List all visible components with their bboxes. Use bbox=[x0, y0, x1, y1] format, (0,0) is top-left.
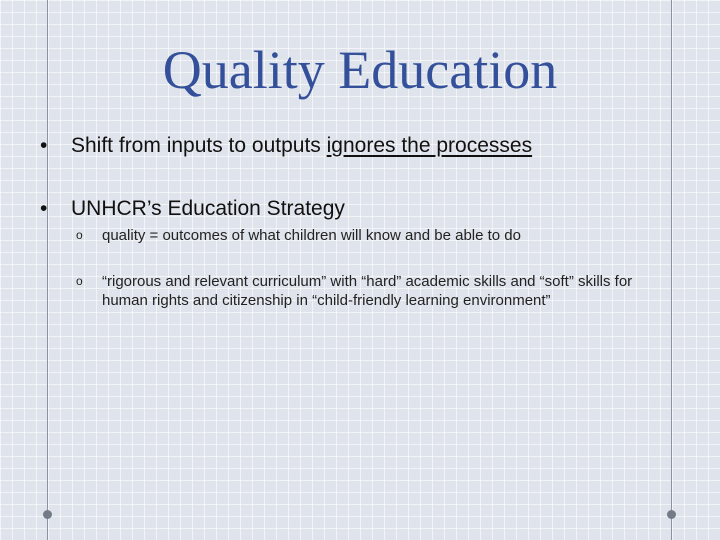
bullet-text-underlined: ignores the processes bbox=[326, 134, 533, 157]
bullet-item-1 bbox=[40, 133, 680, 158]
sub-bullet-text: quality = outcomes of what children will know and be able to do bbox=[102, 227, 521, 244]
circle-bullet-icon: o bbox=[76, 228, 83, 242]
left-frame-dot bbox=[43, 510, 52, 519]
bullet-text bbox=[71, 133, 680, 158]
bullet-icon: • bbox=[40, 134, 48, 157]
bullet-text: UNHCR’s Education Strategy bbox=[71, 197, 345, 220]
slide-title: Quality Education bbox=[162, 40, 558, 100]
bullet-text-plain: Shift from inputs to outputs bbox=[71, 134, 327, 157]
right-frame-dot bbox=[667, 510, 676, 519]
sub-bullet-item-2 bbox=[76, 272, 680, 310]
sub-bullet-text: “rigorous and relevant curriculum” with “hard” academic skills and “soft” skills for human rights and citizenship in “child-friendly learning environment” bbox=[102, 273, 633, 310]
bullet-icon: • bbox=[40, 197, 48, 220]
bullet-item-2 bbox=[40, 196, 680, 221]
sub-bullet-item-1 bbox=[76, 226, 680, 245]
circle-bullet-icon: o bbox=[76, 274, 83, 288]
